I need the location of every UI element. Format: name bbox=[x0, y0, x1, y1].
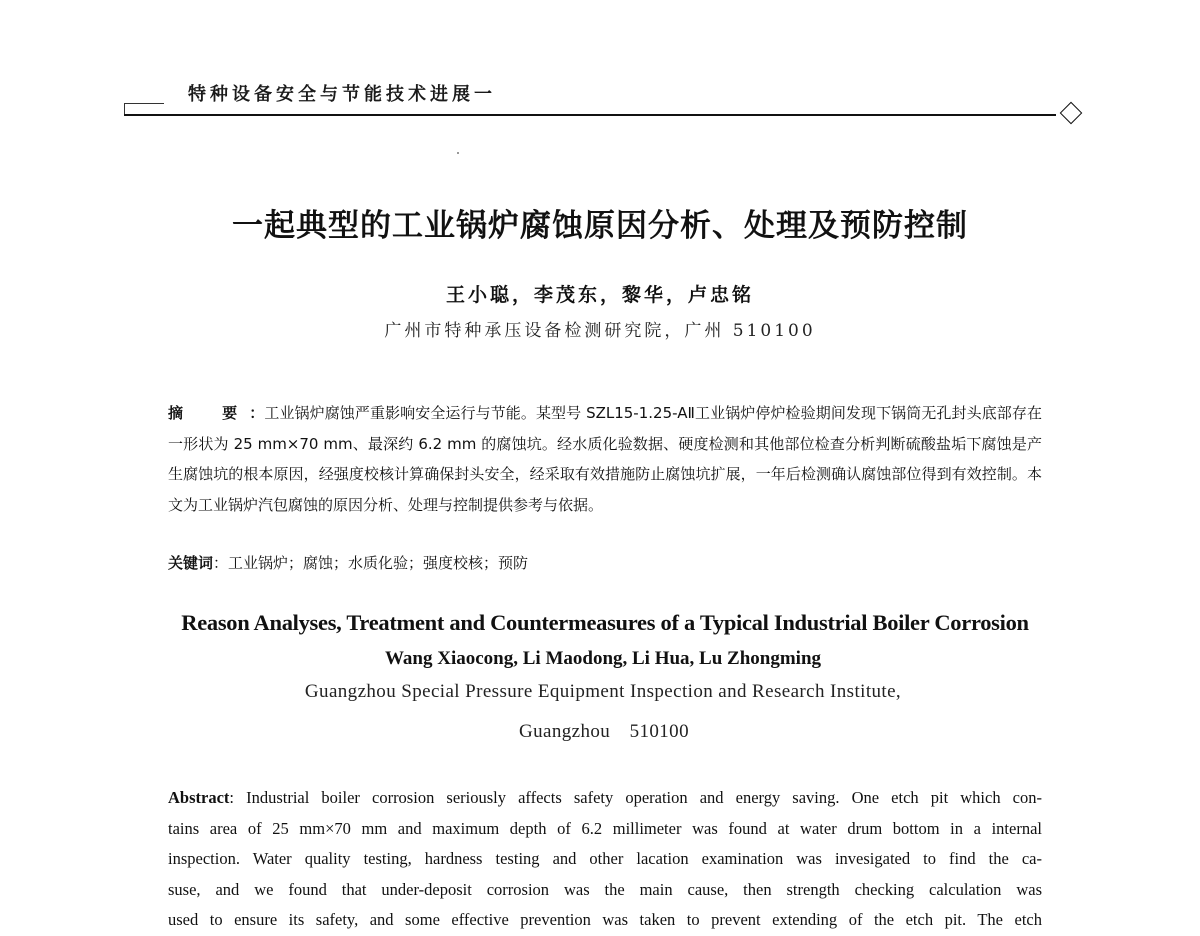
keywords-cn bbox=[168, 552, 528, 573]
diamond-ornament-icon bbox=[1060, 102, 1083, 125]
abstract-en-label: Abstract bbox=[168, 788, 230, 807]
affiliation-en-line1: Guangzhou Special Pressure Equipment Inspection and Research Institute, bbox=[304, 681, 902, 702]
abstract-cn-label: 摘 要 bbox=[168, 404, 250, 422]
abstract-cn-colon: ： bbox=[249, 404, 265, 422]
abstract-en-text: Industrial boiler corrosion seriously affects safety operation and energy saving. One etch pit which con- bbox=[246, 788, 1042, 807]
abstract-cn bbox=[168, 398, 1042, 520]
abstract-en-line: tains area of 25 mm×70 mm and maximum depth of 6.2 millimeter was found at water drum bottom in a internal bbox=[168, 818, 1042, 838]
abstract-en-line: used to ensure its safety, and some effective prevention was taken to prevent extending of the etch pit. The etch bbox=[168, 910, 1042, 929]
abstract-en-line: inspection. Water quality testing, hardness testing and other lacation examination was invesigated to find the ca- bbox=[168, 849, 1042, 868]
abstract-en-line bbox=[168, 783, 1042, 814]
affiliation-cn: 广州市特种承压设备检测研究院，广州 510100 bbox=[384, 321, 816, 341]
keywords-cn-text: 工业锅炉；腐蚀；水质化验；强度校核；预防 bbox=[228, 554, 529, 572]
header-rule bbox=[124, 114, 1056, 116]
abstract-en bbox=[168, 783, 1042, 936]
keywords-cn-colon: ： bbox=[213, 554, 229, 572]
abstract-en-line: suse, and we found that under-deposit corrosion was the main cause, then strength checking calculation was bbox=[168, 879, 1042, 899]
keywords-cn-label: 关键词 bbox=[168, 554, 214, 572]
authors-cn: 王小聪，李茂东，黎华，卢忠铭 bbox=[445, 284, 754, 306]
header-rule-corner bbox=[124, 103, 125, 114]
scan-speck bbox=[457, 152, 459, 154]
header-rule-stub bbox=[124, 103, 164, 104]
abstract-cn-text: 工业锅炉腐蚀严重影响安全运行与节能。某型号 SZL15-1.25-AⅡ工业锅炉停炉检验期间发现下锅筒无孔封头底部存在一形状为 25 mm×70 mm、最深约 6.2 mm 的腐蚀坑。经水质化验数据、硬度检测和其他部位检查分析判断硫酸盐垢下腐蚀是产生腐蚀坑的根本原因，经强度校核计算确保封头安全，经采取有效措施防止腐蚀坑扩展，一年后检测确认腐蚀部位得到有效控制。本文为工业锅炉汽包腐蚀的原因分析、处理与控制提供参考与依据。 bbox=[168, 404, 1042, 514]
authors-en: Wang Xiaocong, Li Maodong, Li Hua, Lu Zhongming bbox=[384, 648, 822, 669]
abstract-en-colon: : bbox=[229, 788, 247, 807]
journal-section-title: 特种设备安全与节能技术进展一 bbox=[188, 84, 496, 105]
paper-title-cn: 一起典型的工业锅炉腐蚀原因分析、处理及预防控制 bbox=[232, 208, 968, 244]
affiliation-en-line2: Guangzhou 510100 bbox=[519, 721, 689, 742]
paper-title-en: Reason Analyses, Treatment and Countermeasures of a Typical Industrial Boiler Corrosion bbox=[181, 610, 1029, 635]
